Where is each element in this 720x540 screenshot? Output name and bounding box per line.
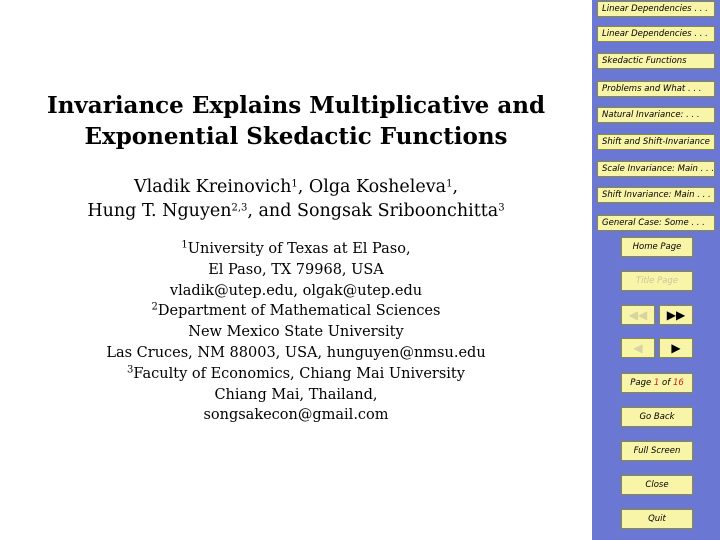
affil-sup: 2: [151, 301, 158, 313]
author-separator: ,: [297, 177, 309, 197]
fast-nav-row: [621, 305, 693, 325]
affil-sup: 3: [127, 364, 134, 376]
author-name: Songsak Sriboonchitta: [296, 201, 499, 221]
quit-button[interactable]: Quit: [621, 509, 693, 529]
total-page-number: 16: [672, 378, 684, 388]
author-name: Vladik Kreinovich: [133, 177, 292, 197]
page-indicator: Page 1 of 16: [621, 373, 693, 393]
author-name: Olga Kosheleva: [308, 177, 447, 197]
nav-section-shift-invariance[interactable]: Shift and Shift-Invariance: [597, 134, 715, 150]
step-nav-row: [621, 338, 693, 358]
forward-arrow-icon[interactable]: ▶: [659, 338, 693, 358]
nav-section-shift-invariance-main[interactable]: Shift Invariance: Main . . .: [597, 187, 715, 203]
close-button[interactable]: Close: [621, 475, 693, 495]
author-separator: ,: [452, 177, 459, 197]
nav-section-scale-invariance-main[interactable]: Scale Invariance: Main . . .: [597, 161, 715, 177]
affil-line: Chiang Mai, Thailand,: [214, 386, 378, 403]
affil-line: $^3$Faculty of Economics, Chiang Mai University: [127, 364, 465, 382]
nav-section-skedactic-functions[interactable]: Skedactic Functions: [597, 53, 715, 69]
author-affil-sup: 3: [498, 202, 505, 214]
full-screen-button[interactable]: Full Screen: [621, 441, 693, 461]
nav-section-problems[interactable]: Problems and What . . .: [597, 81, 715, 97]
author-separator: , and: [247, 201, 297, 221]
fast-back-icon[interactable]: ◀◀: [621, 305, 655, 325]
paper-title: [20, 90, 572, 152]
author-affil-sup: 1: [291, 178, 298, 190]
nav-section-linear-dependencies-1[interactable]: Linear Dependencies . . .: [597, 1, 715, 17]
affiliations: [20, 239, 572, 426]
affil-line: $^2$Department of Mathematical Sciences: [151, 301, 441, 320]
author-affil-sup: 1: [446, 178, 453, 190]
author-line-2: [20, 199, 572, 223]
affil-line: Las Cruces, NM 88003, USA, hunguyen@nmsu.edu: [106, 344, 486, 361]
go-back-button[interactable]: Go Back: [621, 407, 693, 427]
title-page-button[interactable]: Title Page: [621, 271, 693, 291]
affil-line: vladik@utep.edu, olgak@utep.edu: [169, 282, 423, 299]
back-arrow-icon[interactable]: ◀: [621, 338, 655, 358]
author-line-1: [20, 175, 572, 199]
nav-section-general-case[interactable]: General Case: Some . . .: [597, 215, 715, 231]
affil-line: El Paso, TX 79968, USA: [208, 261, 384, 278]
nav-section-linear-dependencies-2[interactable]: Linear Dependencies . . .: [597, 26, 715, 42]
affil-sup: 1: [181, 239, 188, 251]
title-line-2: Exponential Skedactic Functions: [84, 123, 508, 150]
affil-line: New Mexico State University: [188, 324, 404, 341]
navigation-sidebar: [592, 0, 720, 540]
title-line-1: Invariance Explains Multiplicative and: [46, 92, 546, 119]
author-name: Hung T. Nguyen: [87, 201, 232, 221]
current-page-number: 1: [653, 378, 660, 388]
nav-section-natural-invariance[interactable]: Natural Invariance: . . .: [597, 107, 715, 123]
affil-line: songsakecon@gmail.com: [203, 407, 389, 424]
author-affil-sup: 2,3: [231, 202, 248, 214]
author-list: [20, 175, 572, 223]
affil-line: $^1$University of Texas at El Paso,: [181, 239, 411, 257]
home-page-button[interactable]: Home Page: [621, 237, 693, 257]
fast-forward-icon[interactable]: ▶▶: [659, 305, 693, 325]
